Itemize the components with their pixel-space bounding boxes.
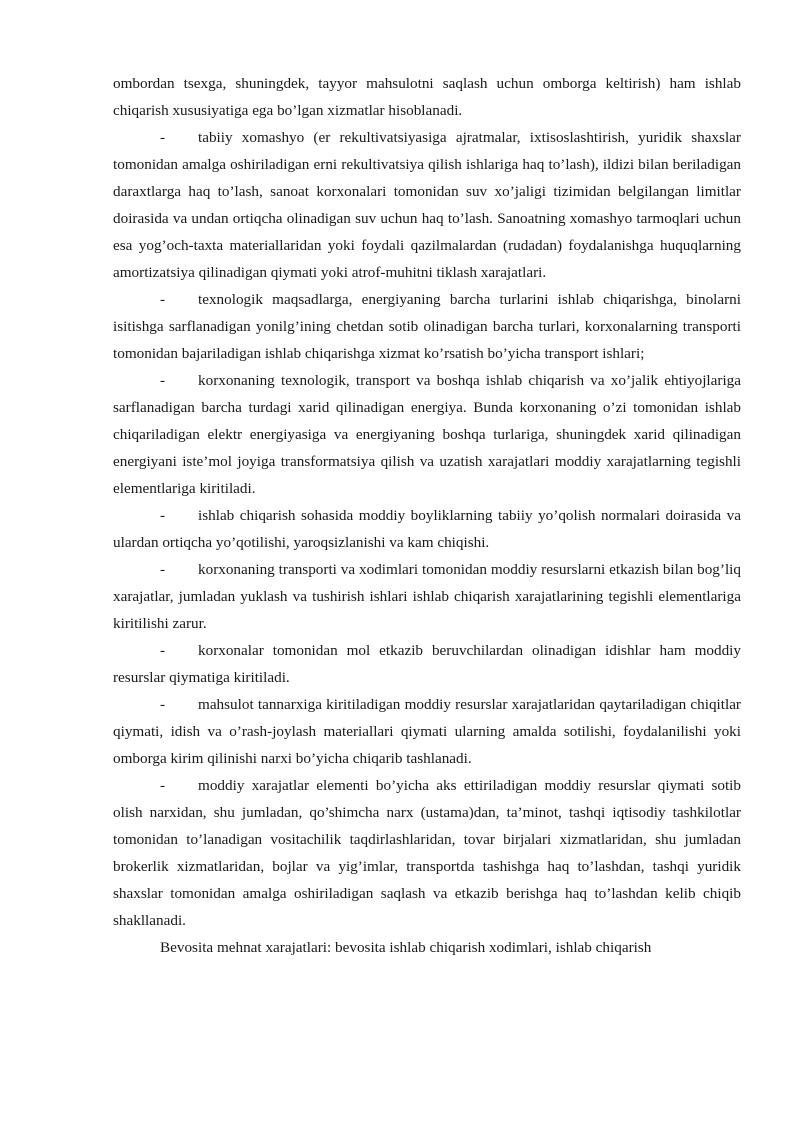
bullet-marker: - (160, 561, 166, 578)
bullet-marker: - (160, 129, 166, 146)
list-item-text: korxonalar tomonidan mol etkazib beruvchilardan olinadigan idishlar ham moddiy resurslar qiymatiga kiritiladi. (113, 642, 741, 686)
list-item-text: korxonaning texnologik, transport va boshqa ishlab chiqarish va xo’jalik ehtiyojlariga sarflanadigan barcha turdagi xarid qilinadigan energiya. Bunda korxonaning o’zi tomonidan ishlab chiqariladigan elektr energiyasiga va energiyaning boshqa turlariga, shuningdek xarid qilinadigan energiyani iste’mol joyiga transformatsiya qilish va uzatish xarajatlari moddiy xarajatlarning tegishli elementlariga kiritiladi. (113, 372, 741, 497)
closing-paragraph: Bevosita mehnat xarajatlari: bevosita ishlab chiqarish xodimlari, ishlab chiqarish (160, 939, 652, 956)
list-item (113, 124, 741, 286)
list-item (113, 556, 741, 637)
list-item (113, 691, 741, 772)
bullet-marker: - (160, 372, 166, 389)
list-item (113, 502, 741, 556)
bullet-marker: - (160, 642, 166, 659)
list-item-text: korxonaning transporti va xodimlari tomonidan moddiy resurslarni etkazish bilan bog’liq xarajatlar, jumladan yuklash va tushirish ishlari ishlab chiqarish xarajatlarining tegishli elementlariga kiritilishi zarur. (113, 561, 741, 632)
list-item-text: mahsulot tannarxiga kiritiladigan moddiy resurslar xarajatlaridan qaytariladigan chiqitlar qiymati, idish va o’rash-joylash materiallari qiymati ularning amalda sotilishi, foydalanilishi yoki omborga kirim qilinishi narxi bo’yicha chiqarib tashlanadi. (113, 696, 741, 767)
list-item (113, 367, 741, 502)
bullet-marker: - (160, 777, 166, 794)
bullet-list (113, 124, 741, 934)
list-item-text: moddiy xarajatlar elementi bo’yicha aks ettiriladigan moddiy resurslar qiymati sotib olish narxidan, shu jumladan, qo’shimcha narx (ustama)dan, ta’minot, tashqi iqtisodiy tashkilotlar tomonidan to’lanadigan vositachilik taqdirlashlaridan, tovar birjalari xizmatlaridan, shu jumladan brokerlik xizmatlaridan, bojlar va yig’imlar, transportda tashishga haq to’lashdan, tashqi yuridik shaxslar tomonidan amalga oshiriladigan saqlash va etkazib berishga haq to’lashdan kelib chiqib shakllanadi. (113, 777, 741, 929)
intro-paragraph: ombordan tsexga, shuningdek, tayyor mahsulotni saqlash uchun omborga keltirish) ham ishlab chiqarish xususiyatiga ega bo’lgan xizmatlar hisoblanadi. (113, 75, 741, 119)
bullet-marker: - (160, 507, 166, 524)
bullet-marker: - (160, 291, 166, 308)
list-item (113, 286, 741, 367)
list-item-text: tabiiy xomashyo (er rekultivatsiyasiga ajratmalar, ixtisoslashtirish, yuridik shaxslar tomonidan amalga oshiriladigan erni rekultivatsiya qilish ishlariga haq to’lash), ildizi bilan beriladigan daraxtlarga haq to’lash, sanoat korxonalari tomonidan suv xo’jaligi tizimidan belgilangan limitlar doirasida va undan ortiqcha olinadigan suv uchun haq to’lash. Sanoatning xomashyo tarmoqlari uchun esa yog’och-taxta materiallaridan yoki foydali qazilmalardan (rudadan) foydalanishga huquqlarning amortizatsiya qilinadigan qiymati yoki atrof-muhitni tiklash xarajatlari. (113, 129, 741, 281)
bullet-marker: - (160, 696, 166, 713)
list-item-text: texnologik maqsadlarga, energiyaning barcha turlarini ishlab chiqarishga, binolarni isitishga sarflanadigan yonilg’ining chetdan sotib olinadigan barcha turlari, korxonalarning transporti tomonidan bajariladigan ishlab chiqarishga xizmat ko’rsatish bo’yicha transport ishlari; (113, 291, 741, 362)
document-page (113, 70, 741, 961)
list-item (113, 637, 741, 691)
list-item-text: ishlab chiqarish sohasida moddiy boyliklarning tabiiy yo’qolish normalari doirasida va ulardan ortiqcha yo’qotilishi, yaroqsizlanishi va kam chiqishi. (113, 507, 741, 551)
list-item (113, 772, 741, 934)
